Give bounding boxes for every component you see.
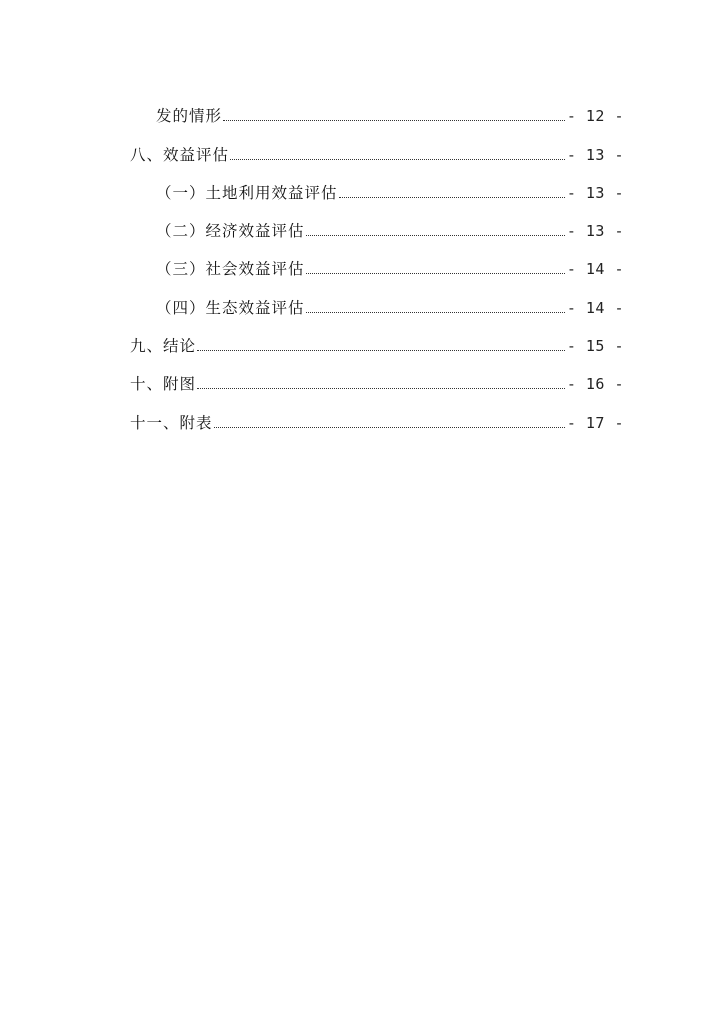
toc-entry-title: 八、效益评估 <box>130 145 230 164</box>
dot-leader <box>197 350 565 351</box>
toc-entry[interactable] <box>130 88 624 126</box>
toc-page-number: - 13 - <box>566 222 624 241</box>
dot-leader <box>306 312 565 313</box>
toc-entry-title: 发的情形 <box>156 107 223 126</box>
toc-entry-title: （三）社会效益评估 <box>156 260 305 279</box>
dot-leader <box>339 197 565 198</box>
dot-leader <box>306 235 565 236</box>
toc-entry[interactable] <box>130 318 624 356</box>
table-of-contents <box>130 88 624 433</box>
toc-entry[interactable] <box>130 356 624 394</box>
toc-page-number: - 12 - <box>566 107 624 126</box>
toc-entry[interactable] <box>130 279 624 317</box>
toc-page-number: - 17 - <box>566 413 624 432</box>
dot-leader <box>306 273 565 274</box>
toc-page-number: - 16 - <box>566 375 624 394</box>
toc-page-number: - 13 - <box>566 183 624 202</box>
toc-entry-title: 十、附图 <box>130 375 197 394</box>
toc-entry[interactable] <box>130 203 624 241</box>
toc-page-number: - 14 - <box>566 260 624 279</box>
toc-entry-title: 十一、附表 <box>130 413 213 432</box>
dot-leader <box>230 159 565 160</box>
toc-entry-title: （一）土地利用效益评估 <box>156 183 338 202</box>
toc-entry[interactable] <box>130 126 624 164</box>
toc-entry-title: （二）经济效益评估 <box>156 222 305 241</box>
toc-entry[interactable] <box>130 165 624 203</box>
toc-entry-title: （四）生态效益评估 <box>156 298 305 317</box>
toc-entry[interactable] <box>130 241 624 279</box>
toc-page-number: - 14 - <box>566 298 624 317</box>
toc-page-number: - 13 - <box>566 145 624 164</box>
dot-leader <box>197 388 565 389</box>
toc-entry[interactable] <box>130 394 624 432</box>
toc-entry-title: 九、结论 <box>130 337 197 356</box>
dot-leader <box>223 120 565 121</box>
toc-page-number: - 15 - <box>566 337 624 356</box>
dot-leader <box>214 427 565 428</box>
